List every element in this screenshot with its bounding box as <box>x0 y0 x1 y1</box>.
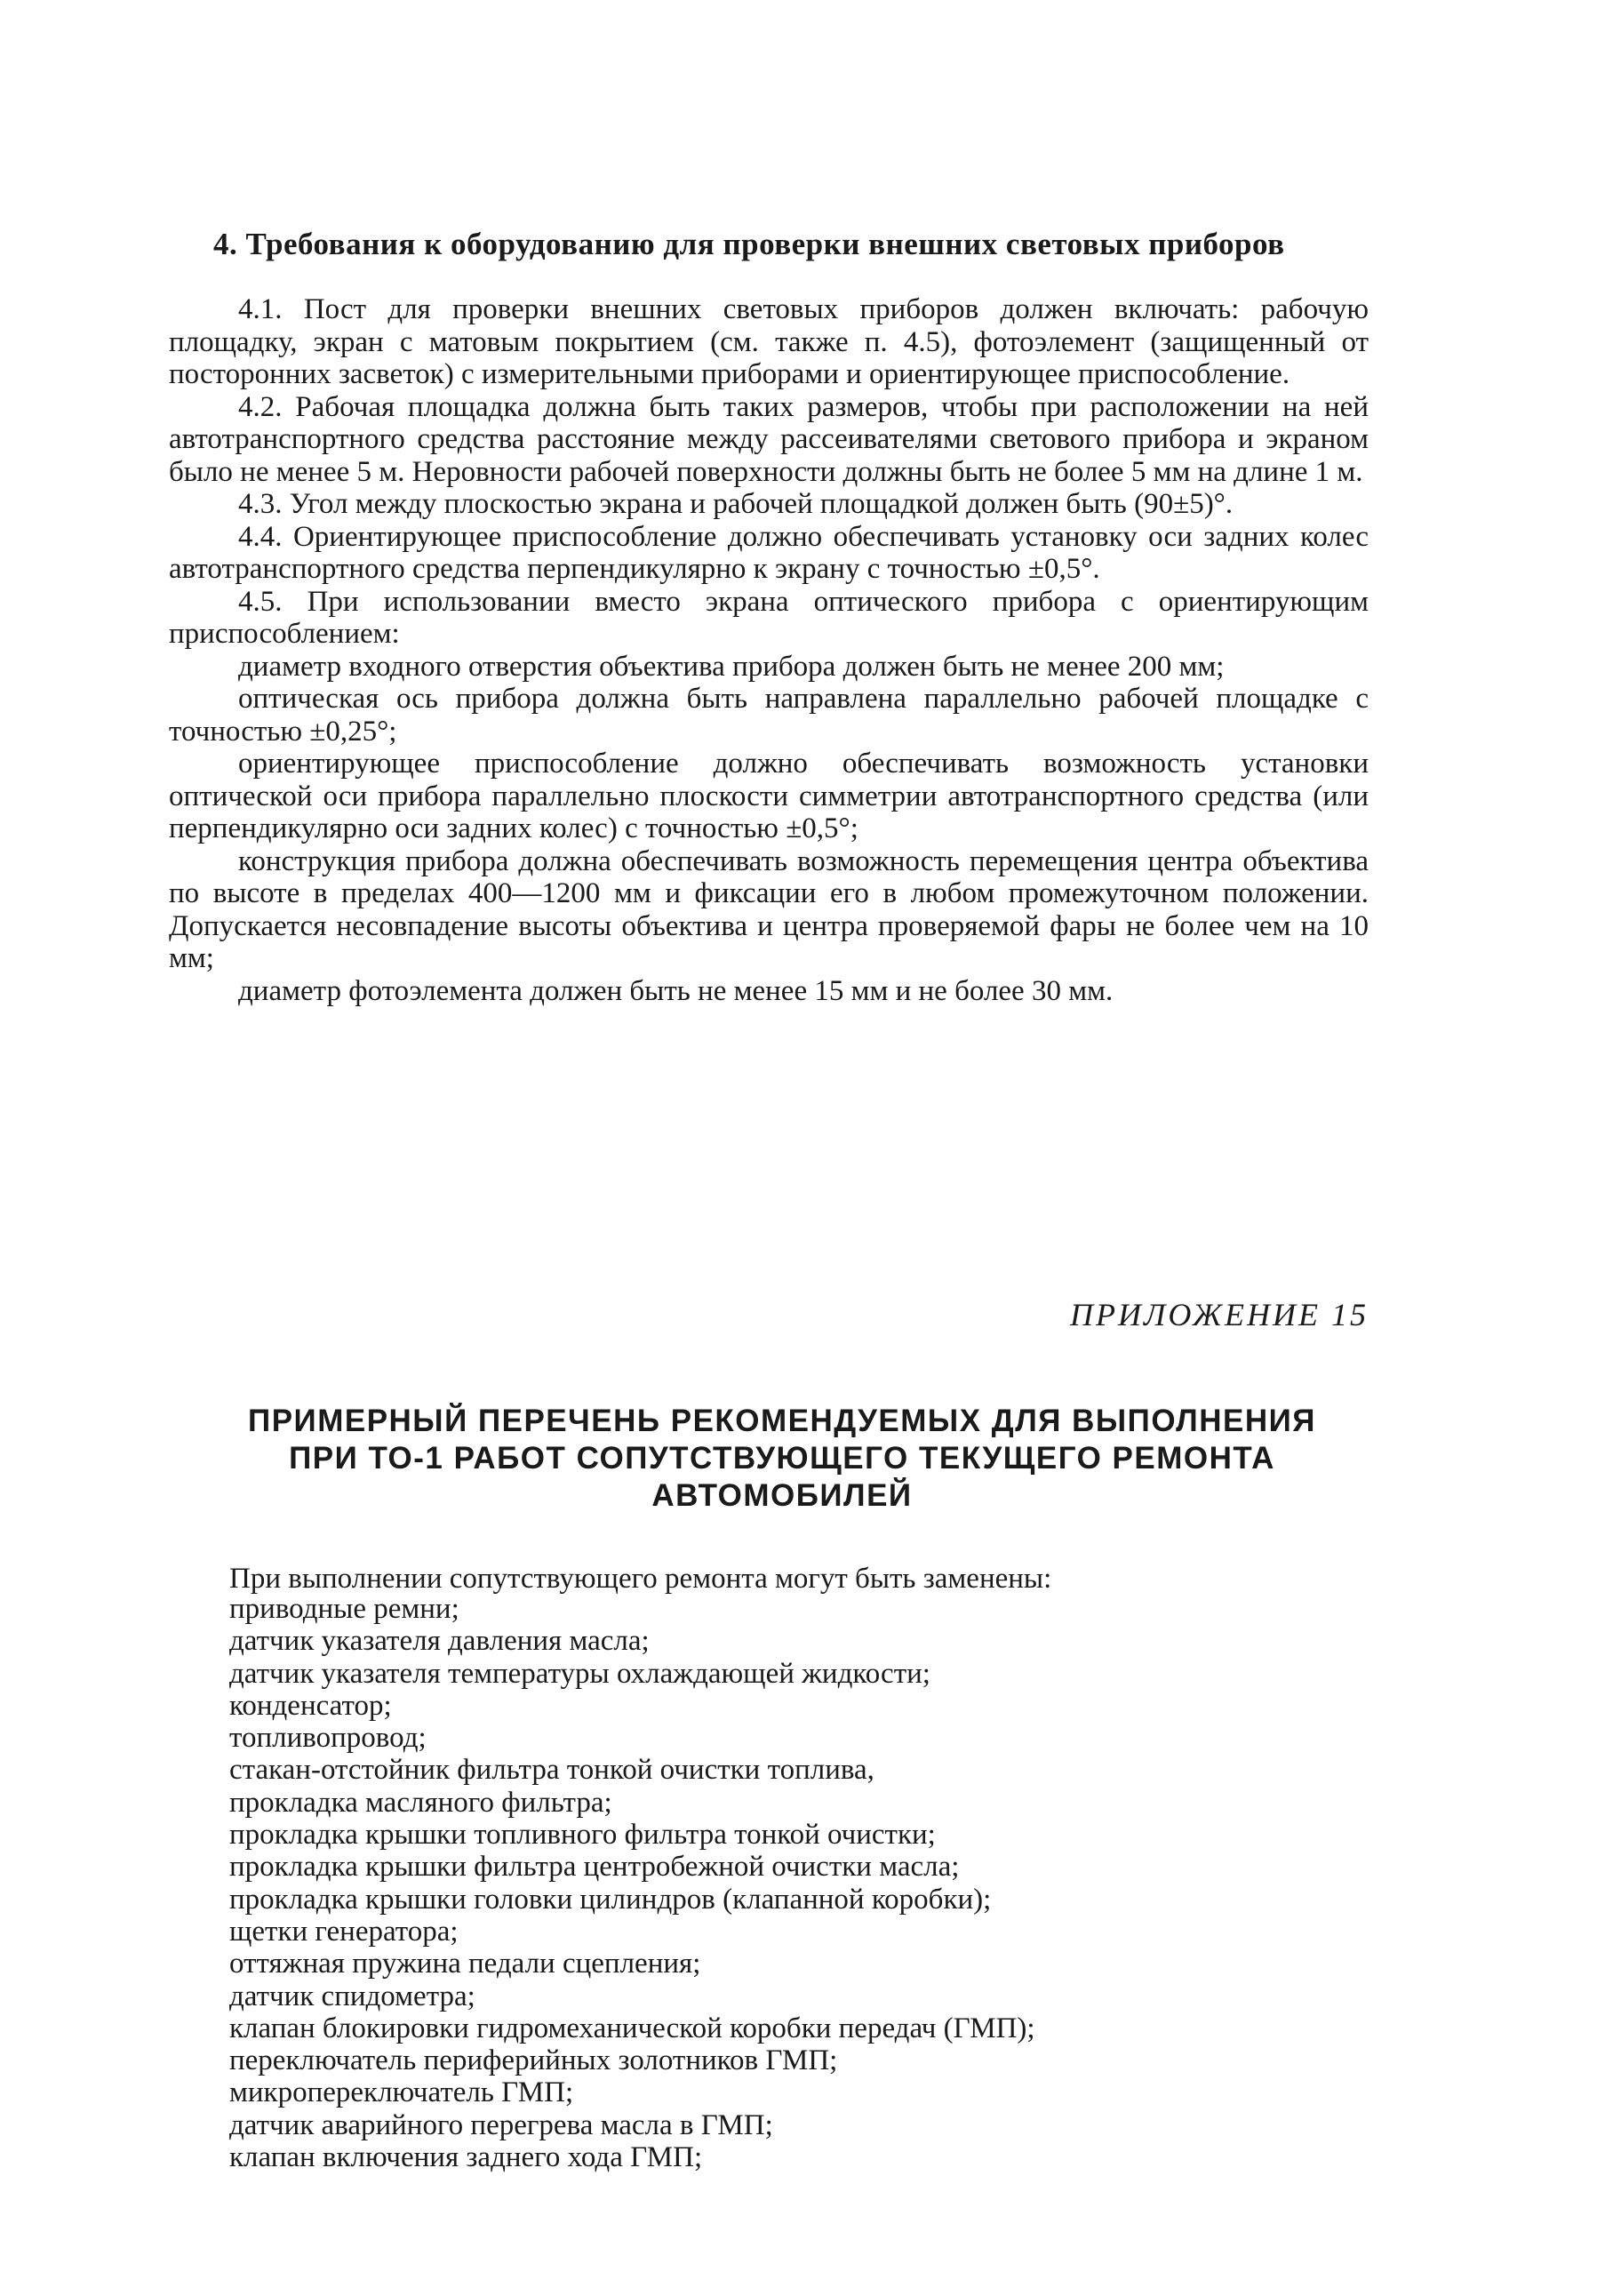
section-4-body <box>169 293 1369 1007</box>
replaceable-parts-list <box>229 1593 1385 2173</box>
list-item: переключатель периферийных золотников ГМП; <box>229 2044 838 2077</box>
paragraph-4-5-sub-1: диаметр входного отверстия объектива прибора должен быть не менее 200 мм; <box>238 650 1225 683</box>
list-item: прокладка крышки топливного фильтра тонкой очистки; <box>229 1819 936 1852</box>
paragraph-4-5-sub-5: диаметр фотоэлемента должен быть не менее 15 мм и не более 30 мм. <box>238 974 1114 1007</box>
list-item: прокладка крышки фильтра центробежной очистки масла; <box>229 1851 960 1884</box>
list-item: клапан блокировки гидромеханической коробки передач (ГМП); <box>229 2012 1035 2044</box>
list-item: прокладка крышки головки цилиндров (клапанной коробки); <box>229 1883 992 1916</box>
paragraph-4-1: 4.1. Пост для проверки внешних световых приборов должен включать: рабочую площадку, экран с матовым покрытием (см. также п. 4.5), фотоэлемент (защищенный от посторонних засветок) с измерительными приборами и ориентирующее приспособление. <box>169 293 1369 390</box>
list-item: датчик указателя давления масла; <box>229 1625 650 1658</box>
paragraph-4-3: 4.3. Угол между плоскостью экрана и рабочей площадкой должен быть (90±5)°. <box>238 488 1234 520</box>
appendix-title-line-3: АВТОМОБИЛЕЙ <box>651 1478 913 1513</box>
paragraph-4-5-sub-3: ориентирующее приспособление должно обеспечивать возможность установки оптической оси прибора параллельно плоскости симметрии автотранспортного средства (или перпендикулярно оси задних колес) с точностью ±0,5°; <box>169 748 1369 844</box>
paragraph-4-4: 4.4. Ориентирующее приспособление должно обеспечивать установку оси задних колес автотранспортного средства перпендикулярно к экрану с точностью ±0,5°. <box>169 520 1369 585</box>
list-item: конденсатор; <box>229 1689 392 1722</box>
paragraph-4-5-sub-2: оптическая ось прибора должна быть направлена параллельно рабочей площадке с точностью ±0,25°; <box>169 683 1369 748</box>
list-item: приводные ремни; <box>229 1593 459 1625</box>
list-item: датчик указателя температуры охлаждающей жидкости; <box>229 1657 930 1690</box>
paragraph-4-5-sub-4: конструкция прибора должна обеспечивать возможность перемещения центра объектива по высоте в пределах 400—1200 мм и фиксации его в любом промежуточном положении. Допускается несовпадение высоты объектива и центра проверяемой фары не более чем на 10 мм; <box>169 844 1369 974</box>
list-item: стакан-отстойник фильтра тонкой очистки топлива, <box>229 1754 874 1787</box>
appendix-title-line-1: ПРИМЕРНЫЙ ПЕРЕЧЕНЬ РЕКОМЕНДУЕМЫХ ДЛЯ ВЫПОЛНЕНИЯ <box>248 1404 1316 1438</box>
list-item: клапан включения заднего хода ГМП; <box>229 2141 703 2174</box>
appendix-title <box>160 1403 1404 1515</box>
list-item: датчик аварийного перегрева масла в ГМП; <box>229 2108 773 2141</box>
paragraph-4-5: 4.5. При использовании вместо экрана оптического прибора с ориентирующим приспособлением: <box>169 585 1369 650</box>
appendix-intro <box>229 1563 1385 1596</box>
paragraph-4-2: 4.2. Рабочая площадка должна быть таких размеров, чтобы при расположении на ней автотранспортного средства расстояние между рассеивателями светового прибора и экраном было не менее 5 м. Неровности рабочей поверхности должны быть не более 5 мм на длине 1 м. <box>169 390 1369 488</box>
list-item: оттяжная пружина педали сцепления; <box>229 1948 701 1980</box>
list-item: датчик спидометра; <box>229 1980 475 2012</box>
list-item: микропереключатель ГМП; <box>229 2076 574 2109</box>
section-4-heading: 4. Требования к оборудованию для проверки внешних световых приборов <box>213 227 1285 261</box>
appendix-label: ПРИЛОЖЕНИЕ 15 <box>1070 1297 1369 1332</box>
list-item: щетки генератора; <box>229 1915 459 1948</box>
appendix-intro-text: При выполнении сопутствующего ремонта могут быть заменены: <box>229 1563 1052 1595</box>
list-item: топливопровод; <box>229 1722 427 1755</box>
appendix-title-line-2: ПРИ ТО-1 РАБОТ СОПУТСТВУЮЩЕГО ТЕКУЩЕГО РЕМОНТА <box>289 1441 1275 1476</box>
list-item: прокладка масляного фильтра; <box>229 1786 612 1819</box>
